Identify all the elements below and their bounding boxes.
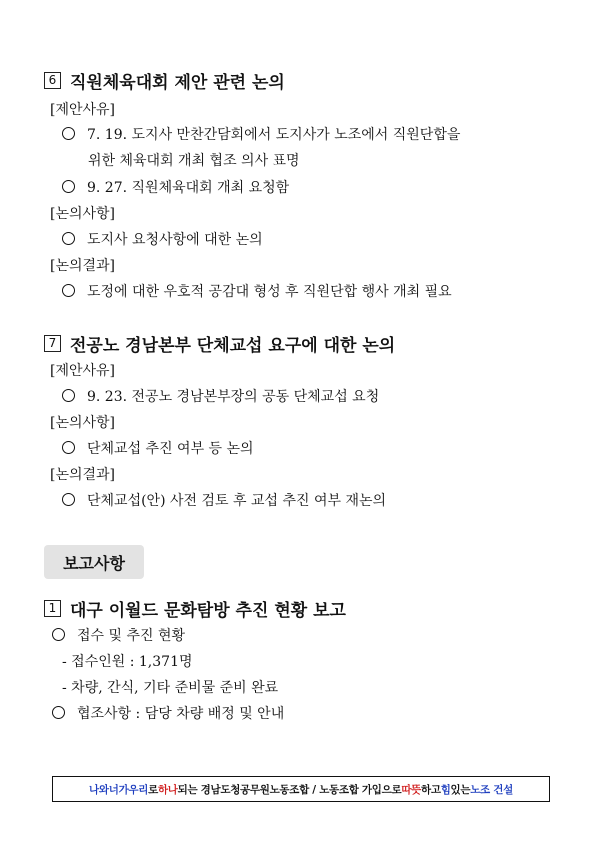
dash-item: - 접수인원 : 1,371명 [62,654,193,670]
list-item-continuation: 위한 체육대회 개최 협조 의사 표명 [88,153,300,169]
circle-bullet-icon [62,180,75,193]
report-1-heading [44,596,346,621]
section-number-box: 1 [44,600,61,617]
discussion-label: [논의사항] [50,206,116,222]
circle-bullet-icon [52,706,65,719]
section-title: 전공노 경남본부 단체교섭 요구에 대한 논의 [70,336,396,356]
list-item: 협조사항 : 담당 차량 배정 및 안내 [52,703,284,723]
slogan-part: 하나 [157,783,178,796]
section-7-heading [44,331,395,356]
circle-bullet-icon [62,389,75,402]
circle-bullet-icon [62,284,75,297]
section-title: 직원체육대회 제안 관련 논의 [70,73,285,93]
slogan-part: 되는 경남도청공무원노동조합 / 노동조합 가입으로 [177,783,402,796]
proposal-label: [제안사유] [50,102,116,118]
footer-slogan [52,776,550,802]
proposal-label: [제안사유] [50,363,116,379]
slogan-part: 너가 [108,783,129,796]
list-item: 단체교섭 추진 여부 등 논의 [62,438,254,458]
list-item: 도지사 요청사항에 대한 논의 [62,229,263,249]
slogan-part: 힘 [440,783,451,796]
list-item: 단체교섭(안) 사전 검토 후 교섭 추진 여부 재논의 [62,490,386,510]
slogan-part: 로 [148,783,158,796]
slogan-part: 나와 [89,783,109,796]
slogan-part: 노조 건설 [470,783,513,796]
list-item: 도정에 대한 우호적 공감대 형성 후 직원단합 행사 개최 필요 [62,281,452,301]
circle-bullet-icon [62,493,75,506]
section-number-box: 7 [44,335,61,352]
circle-bullet-icon [62,127,75,140]
circle-bullet-icon [52,628,65,641]
list-item: 7. 19. 도지사 만찬간담회에서 도지사가 노조에서 직원단합을 [62,124,460,144]
slogan-part: 하고 [421,783,441,796]
circle-bullet-icon [62,441,75,454]
slogan-part: 따뜻 [401,783,421,796]
slogan-part: 있는 [450,783,471,796]
result-label: [논의결과] [50,258,116,274]
report-section-title: 보고사항 [44,545,144,579]
list-item: 9. 23. 전공노 경남본부장의 공동 단체교섭 요청 [62,386,379,406]
section-6-heading [44,68,285,93]
discussion-label: [논의사항] [50,415,116,431]
section-number-box: 6 [44,72,61,89]
list-item: 접수 및 추진 현황 [52,625,185,645]
dash-item: - 차량, 간식, 기타 준비물 준비 완료 [62,680,279,696]
circle-bullet-icon [62,232,75,245]
result-label: [논의결과] [50,467,116,483]
list-item: 9. 27. 직원체육대회 개최 요청함 [62,177,289,197]
section-title: 대구 이월드 문화탐방 추진 현황 보고 [70,601,346,621]
slogan-part: 우리 [128,783,149,796]
